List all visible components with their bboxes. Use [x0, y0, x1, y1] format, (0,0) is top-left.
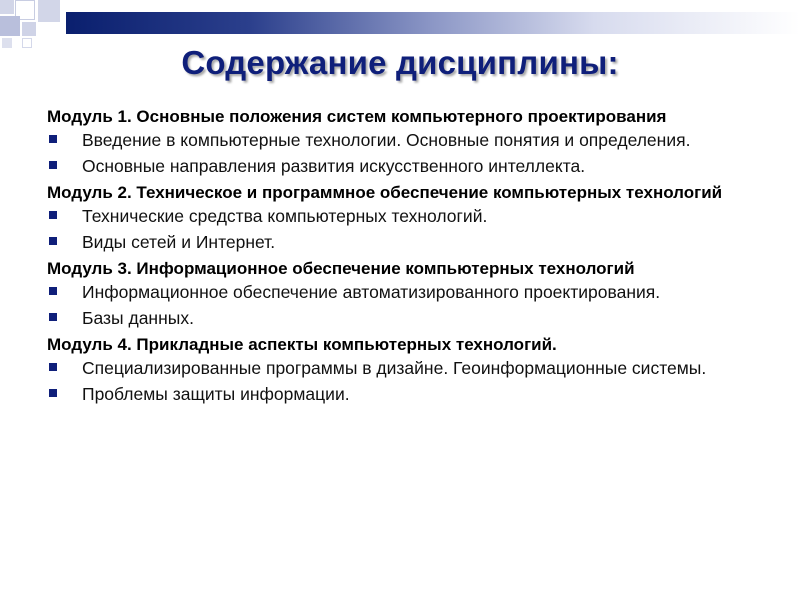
list-item	[47, 358, 767, 379]
module-4-items	[47, 358, 767, 405]
square-bullet-icon	[49, 135, 57, 143]
list-item-text: Проблемы защиты информации.	[82, 384, 350, 404]
list-item	[47, 308, 767, 329]
list-item	[47, 232, 767, 253]
decor-square-icon	[22, 22, 36, 36]
module-heading: Модуль 3. Информационное обеспечение компьютерных технологий	[47, 259, 635, 278]
square-bullet-icon	[49, 313, 57, 321]
square-bullet-icon	[49, 237, 57, 245]
header-gradient-bar	[66, 12, 800, 34]
decor-square-icon	[0, 0, 14, 14]
module-heading: Модуль 2. Техническое и программное обеспечение компьютерных технологий	[47, 183, 723, 202]
list-item-text: Основные направления развития искусственного интеллекта.	[82, 156, 586, 176]
list-item	[47, 282, 767, 303]
module-3-items	[47, 282, 767, 329]
decor-square-icon	[38, 0, 60, 22]
square-bullet-icon	[49, 363, 57, 371]
list-item-text: Технические средства компьютерных технологий.	[82, 206, 488, 226]
module-3	[47, 258, 767, 279]
list-item-text: Специализированные программы в дизайне. Геоинформационные системы.	[82, 358, 707, 378]
module-2-items	[47, 206, 767, 253]
module-4	[47, 334, 767, 355]
list-item-text: Введение в компьютерные технологии. Основные понятия и определения.	[82, 130, 691, 150]
module-1-items	[47, 130, 767, 177]
module-1	[47, 106, 767, 127]
square-bullet-icon	[49, 287, 57, 295]
square-bullet-icon	[49, 211, 57, 219]
square-bullet-icon	[49, 389, 57, 397]
list-item	[47, 156, 767, 177]
list-item	[47, 384, 767, 405]
slide-title: Содержание дисциплины:	[181, 44, 619, 81]
module-2	[47, 182, 767, 203]
square-bullet-icon	[49, 161, 57, 169]
module-heading: Модуль 1. Основные положения систем компьютерного проектирования	[47, 107, 667, 126]
list-item-text: Информационное обеспечение автоматизированного проектирования.	[82, 282, 661, 302]
module-heading: Модуль 4. Прикладные аспекты компьютерных технологий.	[47, 335, 557, 354]
list-item-text: Базы данных.	[82, 308, 194, 328]
decor-square-icon	[0, 16, 20, 36]
slide-content	[47, 106, 767, 410]
list-item	[47, 206, 767, 227]
list-item	[47, 130, 767, 151]
list-item-text: Виды сетей и Интернет.	[82, 232, 276, 252]
